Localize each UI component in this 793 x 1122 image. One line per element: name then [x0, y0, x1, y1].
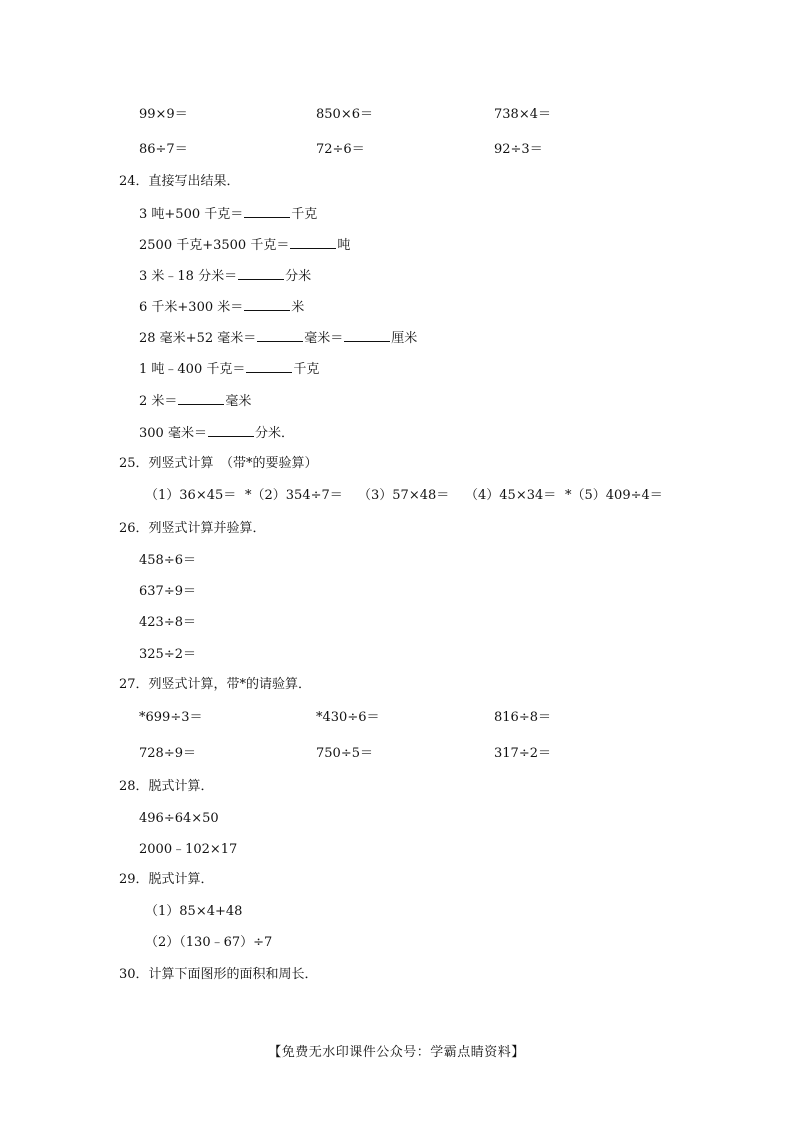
- q24-2-unit: 吨: [337, 238, 351, 253]
- q24-8-unit: 分米．: [254, 426, 294, 441]
- q25-item-3: （3）57×48＝: [358, 488, 450, 503]
- q24-5-unit: 厘米: [391, 331, 418, 346]
- answer-blank[interactable]: [238, 268, 284, 280]
- q25-item-5: *（5）409÷4＝: [565, 488, 663, 503]
- q29-item-1: （1）85×4+48: [145, 904, 243, 919]
- problem-92div3: 92÷3＝: [494, 142, 543, 157]
- q26-item-2: 637÷9＝: [139, 584, 196, 599]
- problem-86div7: 86÷7＝: [139, 142, 188, 157]
- problem-72div6: 72÷6＝: [316, 142, 365, 157]
- q24-7-unit: 毫米: [225, 394, 252, 409]
- q24-line-3: [139, 268, 311, 285]
- q24-line-8: [139, 425, 294, 442]
- q28-item-2: 2000﹣102×17: [139, 842, 238, 857]
- q24-line-2: [139, 237, 350, 254]
- question-24-title: 24．直接写出结果．: [119, 174, 240, 189]
- q27-r2-2: 750÷5＝: [316, 746, 373, 761]
- problem-99x9: 99×9＝: [139, 107, 188, 122]
- q24-line-1: [139, 206, 317, 223]
- q24-line-4: [139, 299, 304, 316]
- q27-r1-1: *699÷3＝: [139, 710, 203, 725]
- q26-item-4: 325÷2＝: [139, 647, 196, 662]
- answer-blank[interactable]: [244, 299, 290, 311]
- q26-item-1: 458÷6＝: [139, 553, 196, 568]
- question-29-title: 29．脱式计算．: [119, 872, 214, 887]
- q27-r2-3: 317÷2＝: [494, 746, 551, 761]
- answer-blank[interactable]: [257, 330, 303, 342]
- answer-blank[interactable]: [246, 361, 292, 373]
- question-26-title: 26．列竖式计算并验算．: [119, 521, 266, 536]
- q28-item-1: 496÷64×50: [139, 811, 219, 826]
- q24-7-expr: 2 米＝: [139, 394, 178, 409]
- answer-blank[interactable]: [244, 206, 290, 218]
- q24-5-mid: 毫米＝: [304, 331, 344, 346]
- q25-item-2: *（2）354÷7＝: [245, 488, 343, 503]
- question-25-title: 25．列竖式计算 （带*的要验算）: [119, 456, 318, 471]
- q24-3-unit: 分米: [285, 269, 312, 284]
- q24-3-expr: 3 米﹣18 分米＝: [139, 269, 238, 284]
- q27-r1-3: 816÷8＝: [494, 710, 551, 725]
- q24-2-expr: 2500 千克+3500 千克＝: [139, 238, 290, 253]
- q29-item-2: （2）（130﹣67）÷7: [145, 935, 273, 950]
- q25-item-1: （1）36×45＝: [145, 488, 237, 503]
- q24-1-expr: 3 吨+500 千克＝: [139, 207, 244, 222]
- q24-5-expr: 28 毫米+52 毫米＝: [139, 331, 257, 346]
- question-30-title: 30．计算下面图形的面积和周长．: [119, 967, 318, 982]
- q24-1-unit: 千克: [291, 207, 318, 222]
- q27-r1-2: *430÷6＝: [316, 710, 380, 725]
- question-27-title: 27．列竖式计算，带*的请验算．: [119, 677, 312, 692]
- q24-line-7: [139, 393, 251, 410]
- q26-item-3: 423÷8＝: [139, 615, 196, 630]
- q24-line-5: [139, 330, 417, 347]
- q24-4-unit: 米: [291, 300, 305, 315]
- answer-blank[interactable]: [344, 330, 390, 342]
- q24-line-6: [139, 361, 319, 378]
- q25-item-4: （4）45×34＝: [465, 488, 557, 503]
- q24-8-expr: 300 毫米＝: [139, 426, 207, 441]
- question-28-title: 28．脱式计算．: [119, 779, 214, 794]
- q27-r2-1: 728÷9＝: [139, 746, 196, 761]
- page-footer: 【免费无水印课件公众号：学霸点睛资料】: [268, 1045, 525, 1060]
- answer-blank[interactable]: [290, 237, 336, 249]
- problem-850x6: 850×6＝: [316, 107, 373, 122]
- problem-738x4: 738×4＝: [494, 107, 551, 122]
- q24-4-expr: 6 千米+300 米＝: [139, 300, 244, 315]
- q24-6-expr: 1 吨﹣400 千克＝: [139, 362, 246, 377]
- q24-6-unit: 千克: [293, 362, 320, 377]
- answer-blank[interactable]: [208, 425, 254, 437]
- answer-blank[interactable]: [178, 393, 224, 405]
